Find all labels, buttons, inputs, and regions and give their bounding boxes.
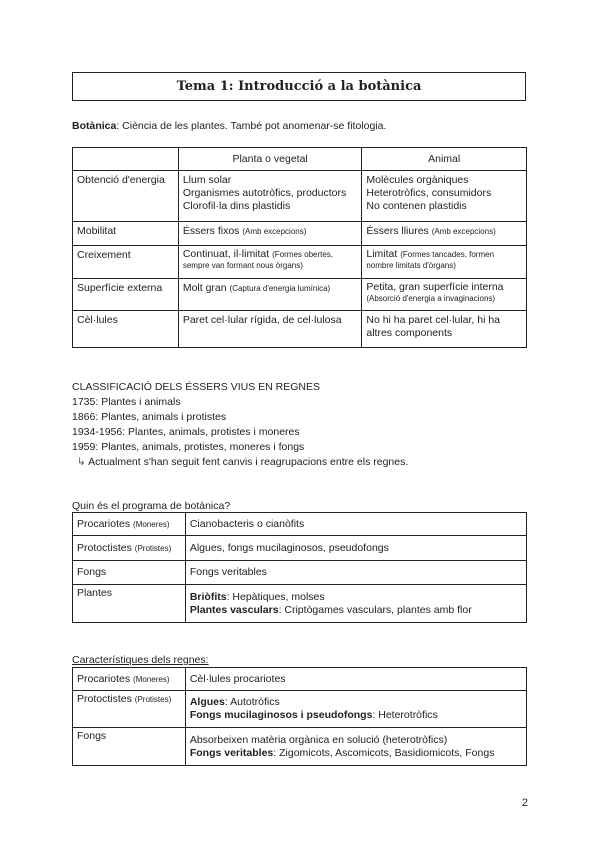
label-note: (Protistes) [134, 695, 172, 704]
return-arrow-icon: ↳ [77, 456, 86, 468]
cell-line: Llum solar [182, 174, 232, 186]
row-label: Fongs [73, 561, 186, 585]
cell-note: (Captura d'energia lumínica) [229, 284, 331, 293]
bold-term: Algues [189, 696, 225, 708]
program-heading: Quin és el programa de botànica? [72, 500, 231, 512]
table-row [73, 279, 527, 311]
row-label: Fongs [73, 728, 186, 766]
row-value [185, 585, 526, 623]
animal-cell [362, 246, 527, 279]
animal-cell [362, 222, 527, 246]
table-row [73, 536, 527, 561]
table-row [73, 561, 527, 585]
table-row [73, 513, 527, 536]
cell-line: Organismes autotròfics, productors [182, 187, 347, 199]
row-label: Plantes [73, 585, 186, 623]
cell-line [190, 709, 522, 722]
classification-line: 1866: Plantes, animals i protistes [72, 411, 227, 423]
animal-cell: No hi ha paret cel·lular, hi ha altres components [362, 311, 527, 348]
cell-line [190, 604, 522, 617]
row-value: Cianobacteris o cianòfits [185, 513, 526, 536]
cell-line: Clorofil·la dins plastidis [182, 200, 291, 212]
cell-line [190, 747, 522, 760]
cell-main: Molt gran [182, 282, 227, 294]
header-cell-plant: Planta o vegetal [178, 148, 362, 171]
table-row [73, 585, 527, 623]
term-desc: : Autotròfics [224, 696, 280, 708]
bold-term: Fongs veritables [189, 746, 274, 759]
label-main: Procariotes [77, 517, 131, 530]
page-number: 2 [521, 797, 528, 809]
animal-cell [362, 171, 527, 222]
cell-main: Limitat [366, 248, 398, 260]
row-label: Creixement [73, 246, 179, 279]
characteristics-heading: Característiques dels regnes: [72, 654, 209, 666]
animal-cell [362, 279, 527, 311]
row-label: Mobilitat [73, 222, 179, 246]
header-cell-empty [73, 148, 179, 171]
label-note: (Moneres) [133, 674, 170, 684]
row-label [73, 668, 186, 691]
label-main: Protoctistes [77, 541, 132, 554]
classification-line: 1934-1956: Plantes, animals, protistes i moneres [72, 426, 300, 438]
cell-line: Heterotròfics, consumidors [366, 187, 492, 199]
page-title: Tema 1: Introducció a la botànica [72, 72, 526, 101]
cell-line: No contenen plastidis [366, 200, 467, 212]
row-label [73, 513, 186, 536]
characteristics-table [72, 667, 527, 766]
plant-cell: Paret cel·lular rígida, de cel·lulosa [178, 311, 362, 348]
bold-term: Briòfits [189, 590, 227, 603]
definition [72, 119, 528, 133]
row-value: Algues, fongs mucilaginosos, pseudofongs [185, 536, 526, 561]
table-header-row [73, 148, 527, 171]
table-row [73, 691, 527, 728]
cell-main: Petita, gran superfície interna [366, 281, 504, 293]
row-value [185, 728, 526, 766]
classification-note [72, 455, 528, 470]
cell-line: Molècules orgàniques [366, 174, 469, 186]
cell-note: (Amb excepcions) [242, 227, 307, 236]
row-value: Cèl·lules procariotes [185, 668, 526, 691]
term-desc: : Criptògames vasculars, plantes amb flor [278, 603, 472, 616]
label-main: Protoctistes [77, 693, 132, 705]
label-note: (Moneres) [133, 519, 170, 529]
cell-line [190, 591, 522, 604]
table-row [73, 222, 527, 246]
plant-cell [178, 222, 362, 246]
classification-section [72, 380, 528, 470]
cell-main: Continuat, il·limitat [182, 248, 270, 260]
note-text: Actualment s'han seguit fent canvis i reagrupacions entre els regnes. [88, 456, 409, 468]
classification-line: 1735: Plantes i animals [72, 396, 181, 408]
definition-text: : Ciència de les plantes. També pot anomenar-se fitologia. [116, 120, 387, 132]
bold-term: Plantes vasculars [189, 603, 279, 616]
cell-main: Éssers fixos [182, 225, 240, 237]
cell-note: (Absorció d'energia a invaginacions) [366, 294, 496, 303]
classification-line: 1959: Plantes, animals, protistes, moneres i fongs [72, 441, 305, 453]
cell-note: (Formes obertes, sempre van formant nous òrgans) [182, 250, 334, 270]
term-desc: : Zigomicots, Ascomicots, Basidiomicots, Fongs [273, 746, 495, 759]
cell-note: (Formes tancades, formen nombre limitats d'òrgans) [366, 250, 495, 270]
term-desc: : Hepàtiques, molses [226, 590, 325, 603]
classification-heading: CLASSIFICACIÓ DELS ÉSSERS VIUS EN REGNES [72, 381, 320, 393]
cell-line: Absorbeixen matèria orgànica en solució (heterotròfics) [189, 733, 448, 746]
header-cell-animal: Animal [362, 148, 527, 171]
plant-cell [178, 171, 362, 222]
comparison-table [72, 147, 527, 348]
row-label: Superfície externa [73, 279, 179, 311]
row-label: Obtenció d'energia [73, 171, 179, 222]
program-table [72, 512, 527, 623]
table-row [73, 728, 527, 766]
row-label [73, 536, 186, 561]
bold-term: Fongs mucilaginosos i pseudofongs [189, 709, 373, 721]
row-label [73, 691, 186, 728]
table-row [73, 171, 527, 222]
row-label: Cèl·lules [73, 311, 179, 348]
plant-cell [178, 279, 362, 311]
label-note: (Protistes) [134, 543, 172, 553]
row-value: Fongs veritables [185, 561, 526, 585]
table-row [73, 246, 527, 279]
label-main: Procariotes [77, 672, 131, 685]
term-desc: : Heterotròfics [372, 709, 438, 721]
definition-term: Botànica [72, 120, 117, 132]
plant-cell [178, 246, 362, 279]
cell-note: (Amb excepcions) [431, 227, 496, 236]
row-value [185, 691, 526, 728]
cell-line [190, 696, 522, 709]
cell-main: Éssers lliures [366, 225, 429, 237]
table-row [73, 668, 527, 691]
table-row [73, 311, 527, 348]
